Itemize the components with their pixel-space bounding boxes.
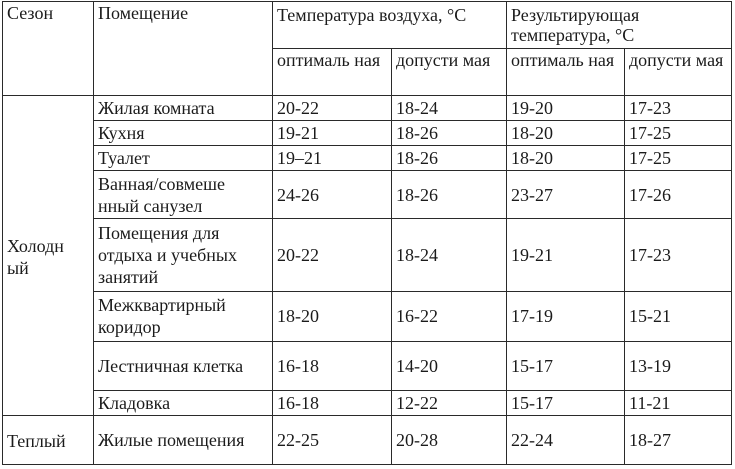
result-allowed-cell: 18-27 bbox=[625, 416, 732, 465]
result-allowed-cell: 13-19 bbox=[625, 341, 732, 391]
air-optimal-cell: 24-26 bbox=[273, 170, 392, 219]
result-optimal-cell: 19-20 bbox=[507, 96, 625, 121]
air-allowed-cell: 14-20 bbox=[392, 341, 507, 391]
air-optimal-cell: 18-20 bbox=[273, 291, 392, 341]
room-cell: Помещения для отдыха и учебных занятий bbox=[94, 219, 273, 292]
result-allowed-cell: 17-23 bbox=[625, 96, 732, 121]
table-row bbox=[3, 145, 732, 170]
header-result-temp: Результирующая температура, °С bbox=[507, 2, 732, 49]
air-optimal-cell: 22-25 bbox=[273, 416, 392, 465]
air-optimal-cell: 19–21 bbox=[273, 145, 392, 170]
table-row bbox=[3, 170, 732, 219]
result-allowed-cell: 17-23 bbox=[625, 219, 732, 292]
room-cell: Кухня bbox=[94, 121, 273, 146]
result-optimal-cell: 15-17 bbox=[507, 391, 625, 416]
result-allowed-cell: 17-25 bbox=[625, 145, 732, 170]
result-allowed-cell: 17-25 bbox=[625, 121, 732, 146]
air-allowed-cell: 18-24 bbox=[392, 96, 507, 121]
air-allowed-cell: 18-24 bbox=[392, 219, 507, 292]
table-row bbox=[3, 96, 732, 121]
room-cell: Кладовка bbox=[94, 391, 273, 416]
subheader-air-allowed: допусти мая bbox=[392, 48, 507, 96]
header-room: Помещение bbox=[94, 2, 273, 96]
room-cell: Ванная/совмеше нный санузел bbox=[94, 170, 273, 219]
air-allowed-cell: 16-22 bbox=[392, 291, 507, 341]
table-row bbox=[3, 391, 732, 416]
air-allowed-cell: 20-28 bbox=[392, 416, 507, 465]
result-allowed-cell: 17-26 bbox=[625, 170, 732, 219]
air-optimal-cell: 20-22 bbox=[273, 96, 392, 121]
table-row bbox=[3, 291, 732, 341]
subheader-air-optimal: оптималь ная bbox=[273, 48, 392, 96]
table-row bbox=[3, 121, 732, 146]
result-allowed-cell: 15-21 bbox=[625, 291, 732, 341]
header-season: Сезон bbox=[3, 2, 94, 96]
air-optimal-cell: 16-18 bbox=[273, 341, 392, 391]
subheader-result-allowed: допусти мая bbox=[625, 48, 732, 96]
air-allowed-cell: 12-22 bbox=[392, 391, 507, 416]
air-optimal-cell: 16-18 bbox=[273, 391, 392, 416]
air-allowed-cell: 18-26 bbox=[392, 170, 507, 219]
table-row bbox=[3, 341, 732, 391]
header-row bbox=[3, 2, 732, 49]
result-optimal-cell: 18-20 bbox=[507, 145, 625, 170]
room-cell: Туалет bbox=[94, 145, 273, 170]
temperature-table bbox=[2, 1, 732, 465]
subheader-result-optimal: оптималь ная bbox=[507, 48, 625, 96]
result-optimal-cell: 23-27 bbox=[507, 170, 625, 219]
season-cold: Холодн ый bbox=[3, 96, 94, 416]
result-optimal-cell: 22-24 bbox=[507, 416, 625, 465]
air-allowed-cell: 18-26 bbox=[392, 145, 507, 170]
result-optimal-cell: 18-20 bbox=[507, 121, 625, 146]
result-optimal-cell: 15-17 bbox=[507, 341, 625, 391]
room-cell: Жилая комната bbox=[94, 96, 273, 121]
room-cell: Лестничная клетка bbox=[94, 341, 273, 391]
air-optimal-cell: 19-21 bbox=[273, 121, 392, 146]
air-allowed-cell: 18-26 bbox=[392, 121, 507, 146]
air-optimal-cell: 20-22 bbox=[273, 219, 392, 292]
result-allowed-cell: 11-21 bbox=[625, 391, 732, 416]
table-row bbox=[3, 219, 732, 292]
result-optimal-cell: 19-21 bbox=[507, 219, 625, 292]
header-air-temp: Температура воздуха, °С bbox=[273, 2, 507, 49]
room-cell: Межквартирный коридор bbox=[94, 291, 273, 341]
result-optimal-cell: 17-19 bbox=[507, 291, 625, 341]
room-cell: Жилые помещения bbox=[94, 416, 273, 465]
season-warm: Теплый bbox=[3, 416, 94, 465]
table-row bbox=[3, 416, 732, 465]
